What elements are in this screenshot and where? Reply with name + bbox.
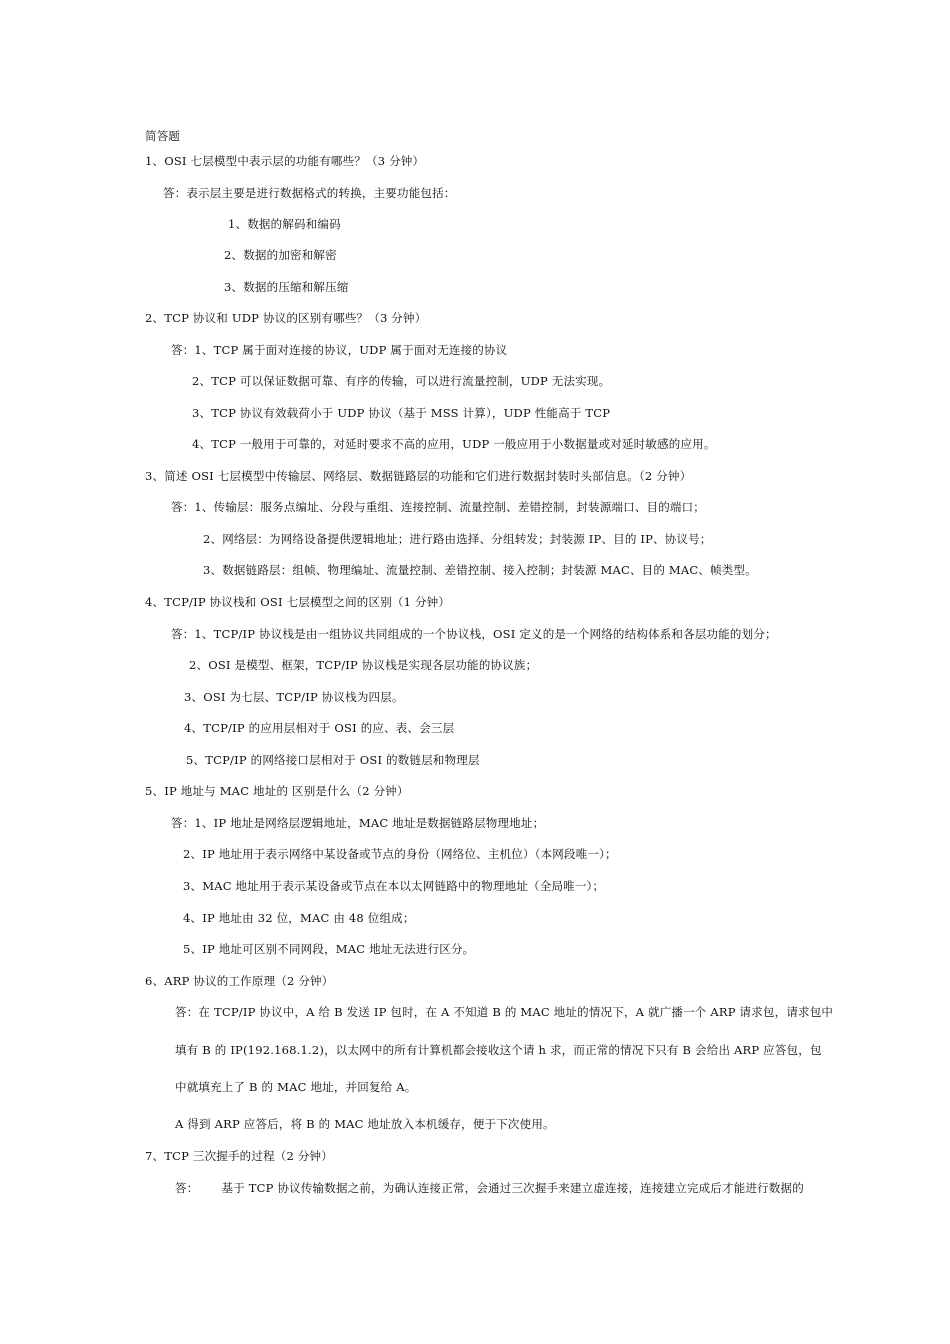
q3-item: 3、数据链路层：组帧、物理编址、流量控制、差错控制、接入控制；封装源 MAC、目的 MAC、帧类型。 [203, 563, 757, 577]
q1-item: 2、数据的加密和解密 [224, 248, 337, 262]
q5-item: 5、IP 地址可区别不同网段，MAC 地址无法进行区分。 [183, 942, 475, 956]
q2-item: 3、TCP 协议有效载荷小于 UDP 协议（基于 MSS 计算），UDP 性能高于 TCP [192, 406, 611, 420]
q5-item: 答：1、IP 地址是网络层逻辑地址，MAC 地址是数据链路层物理地址； [171, 816, 545, 830]
q1-intro: 答：表示层主要是进行数据格式的转换，主要功能包括： [163, 186, 456, 200]
q2-title: 2、TCP 协议和 UDP 协议的区别有哪些？（3 分钟） [145, 311, 427, 325]
q6-item: 填有 B 的 IP(192.168.1.2)，以太网中的所有计算机都会接收这个请 h 求，而正常的情况下只有 B 会给出 ARP 应答包，包 [175, 1043, 822, 1057]
q1-item: 1、数据的解码和编码 [228, 217, 341, 231]
q6-item: 中就填充上了 B 的 MAC 地址，并回复给 A。 [175, 1080, 417, 1094]
q5-item: 2、IP 地址用于表示网络中某设备或节点的身份（网络位、主机位）（本网段唯一）； [183, 847, 617, 861]
q2-item: 2、TCP 可以保证数据可靠、有序的传输，可以进行流量控制，UDP 无法实现。 [192, 374, 611, 388]
q5-title: 5、IP 地址与 MAC 地址的 区别是什么（2 分钟） [145, 784, 409, 798]
q4-item: 2、OSI 是模型、框架，TCP/IP 协议栈是实现各层功能的协议族； [189, 658, 538, 672]
q4-item: 4、TCP/IP 的应用层相对于 OSI 的应、表、会三层 [184, 721, 455, 735]
q7-item: 答： 基于 TCP 协议传输数据之前，为确认连接正常，会通过三次握手来建立虚连接，连接建立完成后才能进行数据的 [175, 1181, 804, 1195]
q3-title: 3、简述 OSI 七层模型中传输层、网络层、数据链路层的功能和它们进行数据封装时头部信息。（2 分钟） [145, 469, 692, 483]
q3-item: 答：1、传输层：服务点编址、分段与重组、连接控制、流量控制、差错控制，封装源端口、目的端口； [171, 500, 706, 514]
q3-item: 2、网络层：为网络设备提供逻辑地址；进行路由选择、分组转发；封装源 IP、目的 IP、协议号； [203, 532, 712, 546]
doc-heading: 简答题 [145, 129, 181, 143]
q6-title: 6、ARP 协议的工作原理（2 分钟） [145, 974, 334, 988]
q4-item: 3、OSI 为七层、TCP/IP 协议栈为四层。 [184, 690, 404, 704]
q1-item: 3、数据的压缩和解压缩 [224, 280, 349, 294]
q2-item: 答：1、TCP 属于面对连接的协议，UDP 属于面对无连接的协议 [171, 343, 508, 357]
q7-title: 7、TCP 三次握手的过程（2 分钟） [145, 1149, 333, 1163]
q6-item: A 得到 ARP 应答后，将 B 的 MAC 地址放入本机缓存，便于下次使用。 [175, 1117, 555, 1131]
q6-item: 答：在 TCP/IP 协议中，A 给 B 发送 IP 包时，在 A 不知道 B 的 MAC 地址的情况下，A 就广播一个 ARP 请求包，请求包中 [175, 1005, 834, 1019]
q1-title: 1、OSI 七层模型中表示层的功能有哪些？（3 分钟） [145, 154, 425, 168]
q2-item: 4、TCP 一般用于可靠的，对延时要求不高的应用，UDP 一般应用于小数据量或对延时敏感的应用。 [192, 437, 716, 451]
q4-title: 4、TCP/IP 协议栈和 OSI 七层模型之间的区别（1 分钟） [145, 595, 451, 609]
q5-item: 3、MAC 地址用于表示某设备或节点在本以太网链路中的物理地址（全局唯一）； [183, 879, 605, 893]
q4-item: 答：1、TCP/IP 协议栈是由一组协议共同组成的一个协议栈，OSI 定义的是一个网络的结构体系和各层功能的划分； [171, 627, 777, 641]
q5-item: 4、IP 地址由 32 位，MAC 由 48 位组成； [183, 911, 415, 925]
q4-item: 5、TCP/IP 的网络接口层相对于 OSI 的数链层和物理层 [186, 753, 480, 767]
